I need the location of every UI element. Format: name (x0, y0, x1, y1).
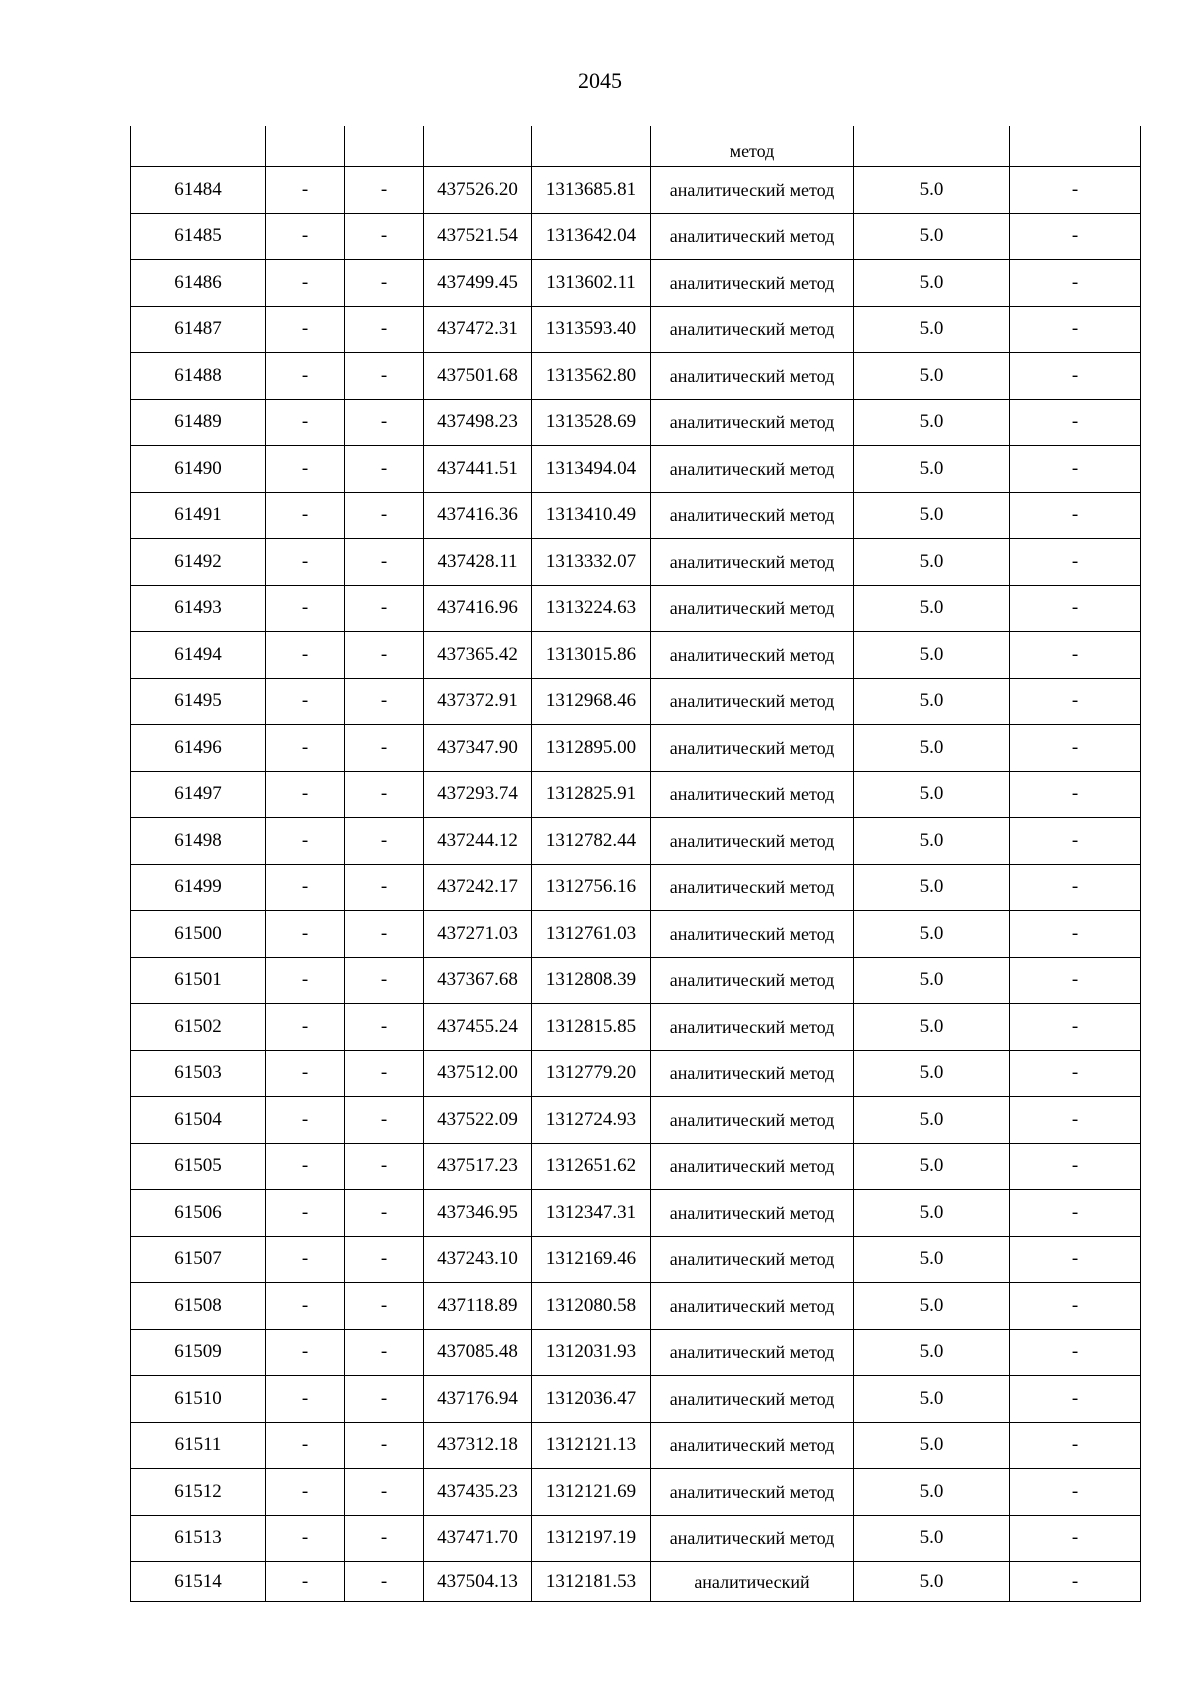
cell-method: аналитический метод (651, 1143, 854, 1190)
table-row (131, 213, 1141, 260)
cell-method: аналитический метод (651, 1515, 854, 1562)
cell-dash: - (345, 1329, 424, 1376)
cell-method: аналитический метод (651, 818, 854, 865)
cell-x-coordinate: 437312.18 (424, 1422, 532, 1469)
cell-accuracy: 5.0 (854, 1422, 1010, 1469)
cell-dash: - (266, 353, 345, 400)
cell-x-coordinate: 437526.20 (424, 167, 532, 214)
cell-x-coordinate: 437522.09 (424, 1097, 532, 1144)
cell-note: - (1010, 399, 1141, 446)
cell-y-coordinate: 1313562.80 (532, 353, 651, 400)
cell-dash: - (345, 1097, 424, 1144)
cell-dash: - (266, 725, 345, 772)
cell-method: аналитический метод (651, 911, 854, 958)
cell-accuracy: 5.0 (854, 446, 1010, 493)
cell-method: аналитический (651, 1562, 854, 1602)
cell-x-coordinate: 437471.70 (424, 1515, 532, 1562)
cell-dash: - (345, 771, 424, 818)
cell-x-coordinate: 437085.48 (424, 1329, 532, 1376)
table-row (131, 492, 1141, 539)
cell-dash: - (345, 1562, 424, 1602)
cell-point-id: 61498 (131, 818, 266, 865)
cell-point-id: 61513 (131, 1515, 266, 1562)
cell-accuracy: 5.0 (854, 1283, 1010, 1330)
cell-dash: - (345, 1515, 424, 1562)
cell-method: аналитический метод (651, 306, 854, 353)
cell-x-coordinate: 437293.74 (424, 771, 532, 818)
cell-empty (131, 126, 266, 167)
cell-dash: - (266, 1190, 345, 1237)
cell-x-coordinate: 437244.12 (424, 818, 532, 865)
cell-dash: - (345, 353, 424, 400)
table-row (131, 1469, 1141, 1516)
cell-accuracy: 5.0 (854, 260, 1010, 307)
page-number: 2045 (578, 68, 622, 93)
cell-note: - (1010, 1236, 1141, 1283)
cell-point-id: 61499 (131, 864, 266, 911)
cell-x-coordinate: 437504.13 (424, 1562, 532, 1602)
cell-empty (532, 126, 651, 167)
cell-note: - (1010, 725, 1141, 772)
cell-dash: - (266, 1283, 345, 1330)
table-body (131, 126, 1141, 1602)
cell-y-coordinate: 1312169.46 (532, 1236, 651, 1283)
cell-accuracy: 5.0 (854, 1143, 1010, 1190)
cell-note: - (1010, 353, 1141, 400)
cell-note: - (1010, 492, 1141, 539)
cell-note: - (1010, 167, 1141, 214)
cell-dash: - (345, 1190, 424, 1237)
cell-method: аналитический метод (651, 1236, 854, 1283)
cell-dash: - (345, 1283, 424, 1330)
cell-point-id: 61506 (131, 1190, 266, 1237)
cell-y-coordinate: 1312808.39 (532, 957, 651, 1004)
cell-dash: - (266, 771, 345, 818)
cell-accuracy: 5.0 (854, 1376, 1010, 1423)
table-row (131, 1097, 1141, 1144)
table-row (131, 1050, 1141, 1097)
cell-point-id: 61496 (131, 725, 266, 772)
table-row (131, 911, 1141, 958)
table-row (131, 167, 1141, 214)
cell-accuracy: 5.0 (854, 632, 1010, 679)
cell-y-coordinate: 1312080.58 (532, 1283, 651, 1330)
cell-note: - (1010, 1515, 1141, 1562)
cell-y-coordinate: 1312036.47 (532, 1376, 651, 1423)
cell-note: - (1010, 1097, 1141, 1144)
cell-x-coordinate: 437176.94 (424, 1376, 532, 1423)
cell-dash: - (266, 632, 345, 679)
cell-method: аналитический метод (651, 1283, 854, 1330)
cell-dash: - (345, 1004, 424, 1051)
cell-x-coordinate: 437499.45 (424, 260, 532, 307)
cell-empty (424, 126, 532, 167)
table-row (131, 260, 1141, 307)
cell-accuracy: 5.0 (854, 725, 1010, 772)
cell-point-id: 61497 (131, 771, 266, 818)
cell-point-id: 61504 (131, 1097, 266, 1144)
cell-point-id: 61488 (131, 353, 266, 400)
cell-note: - (1010, 818, 1141, 865)
cell-y-coordinate: 1312121.69 (532, 1469, 651, 1516)
cell-point-id: 61502 (131, 1004, 266, 1051)
cell-dash: - (266, 446, 345, 493)
table-row (131, 632, 1141, 679)
cell-note: - (1010, 957, 1141, 1004)
cell-note: - (1010, 585, 1141, 632)
cell-point-id: 61511 (131, 1422, 266, 1469)
cell-dash: - (345, 260, 424, 307)
cell-dash: - (266, 1143, 345, 1190)
table-row (131, 1190, 1141, 1237)
cell-accuracy: 5.0 (854, 678, 1010, 725)
cell-x-coordinate: 437367.68 (424, 957, 532, 1004)
cell-method: аналитический метод (651, 1422, 854, 1469)
cell-dash: - (266, 1376, 345, 1423)
cell-x-coordinate: 437347.90 (424, 725, 532, 772)
cell-dash: - (266, 818, 345, 865)
cell-point-id: 61512 (131, 1469, 266, 1516)
cell-dash: - (345, 1143, 424, 1190)
cell-dash: - (266, 1097, 345, 1144)
cell-dash: - (345, 492, 424, 539)
cell-point-id: 61505 (131, 1143, 266, 1190)
cell-dash: - (345, 818, 424, 865)
table-row (131, 399, 1141, 446)
cell-point-id: 61487 (131, 306, 266, 353)
cell-x-coordinate: 437242.17 (424, 864, 532, 911)
cell-x-coordinate: 437416.36 (424, 492, 532, 539)
continued-row (131, 126, 1141, 167)
cell-note: - (1010, 1422, 1141, 1469)
cell-note: - (1010, 1562, 1141, 1602)
cell-note: - (1010, 771, 1141, 818)
cell-x-coordinate: 437365.42 (424, 632, 532, 679)
cell-method: аналитический метод (651, 1097, 854, 1144)
cell-dash: - (345, 213, 424, 260)
cell-note: - (1010, 911, 1141, 958)
cell-note: - (1010, 1283, 1141, 1330)
cell-method: аналитический метод (651, 585, 854, 632)
cell-note: - (1010, 1329, 1141, 1376)
cell-method: аналитический метод (651, 260, 854, 307)
cell-dash: - (345, 539, 424, 586)
cell-method: аналитический метод (651, 1190, 854, 1237)
cell-x-coordinate: 437372.91 (424, 678, 532, 725)
table-row (131, 957, 1141, 1004)
cell-method: аналитический метод (651, 725, 854, 772)
cell-accuracy: 5.0 (854, 306, 1010, 353)
cell-point-id: 61492 (131, 539, 266, 586)
cell-accuracy: 5.0 (854, 1329, 1010, 1376)
cell-method: аналитический метод (651, 539, 854, 586)
table-row (131, 1422, 1141, 1469)
table-row (131, 306, 1141, 353)
cell-method: аналитический метод (651, 771, 854, 818)
cell-dash: - (345, 1469, 424, 1516)
cell-y-coordinate: 1312756.16 (532, 864, 651, 911)
cell-accuracy: 5.0 (854, 864, 1010, 911)
cell-x-coordinate: 437346.95 (424, 1190, 532, 1237)
cell-method: аналитический метод (651, 1376, 854, 1423)
cell-x-coordinate: 437472.31 (424, 306, 532, 353)
cell-method: аналитический метод (651, 678, 854, 725)
cell-point-id: 61501 (131, 957, 266, 1004)
cell-note: - (1010, 678, 1141, 725)
cell-dash: - (266, 213, 345, 260)
cell-accuracy: 5.0 (854, 1190, 1010, 1237)
cell-y-coordinate: 1313224.63 (532, 585, 651, 632)
cell-point-id: 61495 (131, 678, 266, 725)
cell-method: метод (651, 126, 854, 167)
cell-point-id: 61500 (131, 911, 266, 958)
cell-accuracy: 5.0 (854, 167, 1010, 214)
cell-accuracy: 5.0 (854, 1004, 1010, 1051)
coordinates-table (130, 126, 1141, 1602)
cell-dash: - (266, 585, 345, 632)
cell-method: аналитический метод (651, 957, 854, 1004)
cell-accuracy: 5.0 (854, 213, 1010, 260)
cell-y-coordinate: 1312651.62 (532, 1143, 651, 1190)
cell-point-id: 61514 (131, 1562, 266, 1602)
cell-dash: - (345, 678, 424, 725)
cell-dash: - (266, 539, 345, 586)
cell-point-id: 61507 (131, 1236, 266, 1283)
table-row (131, 353, 1141, 400)
cell-point-id: 61489 (131, 399, 266, 446)
table-row (131, 1236, 1141, 1283)
cell-note: - (1010, 306, 1141, 353)
cell-x-coordinate: 437271.03 (424, 911, 532, 958)
cell-x-coordinate: 437435.23 (424, 1469, 532, 1516)
cell-dash: - (345, 911, 424, 958)
cell-dash: - (266, 911, 345, 958)
cell-method: аналитический метод (651, 213, 854, 260)
cell-dash: - (345, 399, 424, 446)
cell-dash: - (266, 864, 345, 911)
cell-point-id: 61510 (131, 1376, 266, 1423)
cell-dash: - (266, 260, 345, 307)
cell-y-coordinate: 1313410.49 (532, 492, 651, 539)
table-row (131, 771, 1141, 818)
cell-accuracy: 5.0 (854, 911, 1010, 958)
cell-dash: - (345, 957, 424, 1004)
cell-dash: - (345, 725, 424, 772)
cell-note: - (1010, 213, 1141, 260)
cell-note: - (1010, 632, 1141, 679)
table-row (131, 585, 1141, 632)
cell-accuracy: 5.0 (854, 539, 1010, 586)
table-row (131, 1376, 1141, 1423)
cell-method: аналитический метод (651, 1050, 854, 1097)
cell-point-id: 61503 (131, 1050, 266, 1097)
cell-x-coordinate: 437498.23 (424, 399, 532, 446)
cell-y-coordinate: 1313593.40 (532, 306, 651, 353)
cell-point-id: 61493 (131, 585, 266, 632)
cell-x-coordinate: 437416.96 (424, 585, 532, 632)
cell-point-id: 61494 (131, 632, 266, 679)
cell-y-coordinate: 1313015.86 (532, 632, 651, 679)
cell-y-coordinate: 1312968.46 (532, 678, 651, 725)
cell-point-id: 61491 (131, 492, 266, 539)
cell-accuracy: 5.0 (854, 957, 1010, 1004)
table-row (131, 1004, 1141, 1051)
table-row (131, 818, 1141, 865)
cell-y-coordinate: 1312761.03 (532, 911, 651, 958)
cell-y-coordinate: 1312779.20 (532, 1050, 651, 1097)
cell-y-coordinate: 1312724.93 (532, 1097, 651, 1144)
cell-y-coordinate: 1313332.07 (532, 539, 651, 586)
cell-accuracy: 5.0 (854, 1515, 1010, 1562)
cell-method: аналитический метод (651, 167, 854, 214)
cell-note: - (1010, 1050, 1141, 1097)
cell-y-coordinate: 1312815.85 (532, 1004, 651, 1051)
cell-y-coordinate: 1312782.44 (532, 818, 651, 865)
table-row (131, 1562, 1141, 1602)
cell-note: - (1010, 446, 1141, 493)
cell-note: - (1010, 1376, 1141, 1423)
table-row (131, 539, 1141, 586)
cell-dash: - (266, 1236, 345, 1283)
cell-method: аналитический метод (651, 353, 854, 400)
table-row (131, 864, 1141, 911)
cell-dash: - (266, 167, 345, 214)
cell-method: аналитический метод (651, 1004, 854, 1051)
cell-accuracy: 5.0 (854, 1469, 1010, 1516)
cell-method: аналитический метод (651, 492, 854, 539)
cell-dash: - (266, 1004, 345, 1051)
cell-note: - (1010, 1004, 1141, 1051)
cell-y-coordinate: 1312347.31 (532, 1190, 651, 1237)
cell-dash: - (345, 1422, 424, 1469)
table-row (131, 1329, 1141, 1376)
cell-note: - (1010, 539, 1141, 586)
cell-dash: - (266, 1422, 345, 1469)
cell-dash: - (345, 1376, 424, 1423)
cell-dash: - (266, 306, 345, 353)
cell-point-id: 61484 (131, 167, 266, 214)
cell-dash: - (266, 678, 345, 725)
cell-y-coordinate: 1313642.04 (532, 213, 651, 260)
cell-dash: - (345, 864, 424, 911)
cell-y-coordinate: 1312181.53 (532, 1562, 651, 1602)
cell-y-coordinate: 1312895.00 (532, 725, 651, 772)
cell-accuracy: 5.0 (854, 1562, 1010, 1602)
cell-x-coordinate: 437455.24 (424, 1004, 532, 1051)
cell-y-coordinate: 1313494.04 (532, 446, 651, 493)
table-row (131, 678, 1141, 725)
cell-y-coordinate: 1312197.19 (532, 1515, 651, 1562)
cell-empty (345, 126, 424, 167)
cell-dash: - (345, 632, 424, 679)
cell-x-coordinate: 437243.10 (424, 1236, 532, 1283)
cell-accuracy: 5.0 (854, 399, 1010, 446)
cell-accuracy: 5.0 (854, 585, 1010, 632)
cell-dash: - (345, 167, 424, 214)
cell-dash: - (345, 1236, 424, 1283)
cell-y-coordinate: 1312825.91 (532, 771, 651, 818)
cell-x-coordinate: 437118.89 (424, 1283, 532, 1330)
cell-note: - (1010, 1190, 1141, 1237)
cell-dash: - (266, 492, 345, 539)
cell-dash: - (345, 446, 424, 493)
table-row (131, 446, 1141, 493)
cell-point-id: 61490 (131, 446, 266, 493)
cell-accuracy: 5.0 (854, 1097, 1010, 1144)
table-row (131, 1143, 1141, 1190)
cell-x-coordinate: 437512.00 (424, 1050, 532, 1097)
cell-y-coordinate: 1312121.13 (532, 1422, 651, 1469)
cell-note: - (1010, 260, 1141, 307)
cell-accuracy: 5.0 (854, 771, 1010, 818)
cell-method: аналитический метод (651, 632, 854, 679)
cell-dash: - (266, 399, 345, 446)
cell-dash: - (266, 1562, 345, 1602)
cell-x-coordinate: 437441.51 (424, 446, 532, 493)
cell-method: аналитический метод (651, 399, 854, 446)
cell-x-coordinate: 437428.11 (424, 539, 532, 586)
cell-y-coordinate: 1313685.81 (532, 167, 651, 214)
cell-dash: - (266, 957, 345, 1004)
cell-method: аналитический метод (651, 864, 854, 911)
cell-dash: - (266, 1515, 345, 1562)
cell-point-id: 61508 (131, 1283, 266, 1330)
cell-x-coordinate: 437517.23 (424, 1143, 532, 1190)
cell-accuracy: 5.0 (854, 1236, 1010, 1283)
cell-dash: - (345, 306, 424, 353)
cell-point-id: 61486 (131, 260, 266, 307)
table-row (131, 1515, 1141, 1562)
cell-accuracy: 5.0 (854, 818, 1010, 865)
cell-dash: - (266, 1469, 345, 1516)
cell-dash: - (345, 585, 424, 632)
cell-y-coordinate: 1312031.93 (532, 1329, 651, 1376)
cell-method: аналитический метод (651, 1329, 854, 1376)
cell-dash: - (345, 1050, 424, 1097)
table-row (131, 1283, 1141, 1330)
table-row (131, 725, 1141, 772)
cell-accuracy: 5.0 (854, 353, 1010, 400)
cell-y-coordinate: 1313602.11 (532, 260, 651, 307)
cell-point-id: 61509 (131, 1329, 266, 1376)
cell-empty (1010, 126, 1141, 167)
cell-accuracy: 5.0 (854, 1050, 1010, 1097)
cell-empty (854, 126, 1010, 167)
cell-method: аналитический метод (651, 1469, 854, 1516)
cell-note: - (1010, 1143, 1141, 1190)
cell-y-coordinate: 1313528.69 (532, 399, 651, 446)
cell-accuracy: 5.0 (854, 492, 1010, 539)
cell-dash: - (266, 1329, 345, 1376)
cell-method: аналитический метод (651, 446, 854, 493)
cell-note: - (1010, 1469, 1141, 1516)
cell-x-coordinate: 437501.68 (424, 353, 532, 400)
cell-point-id: 61485 (131, 213, 266, 260)
cell-empty (266, 126, 345, 167)
cell-x-coordinate: 437521.54 (424, 213, 532, 260)
cell-note: - (1010, 864, 1141, 911)
cell-dash: - (266, 1050, 345, 1097)
